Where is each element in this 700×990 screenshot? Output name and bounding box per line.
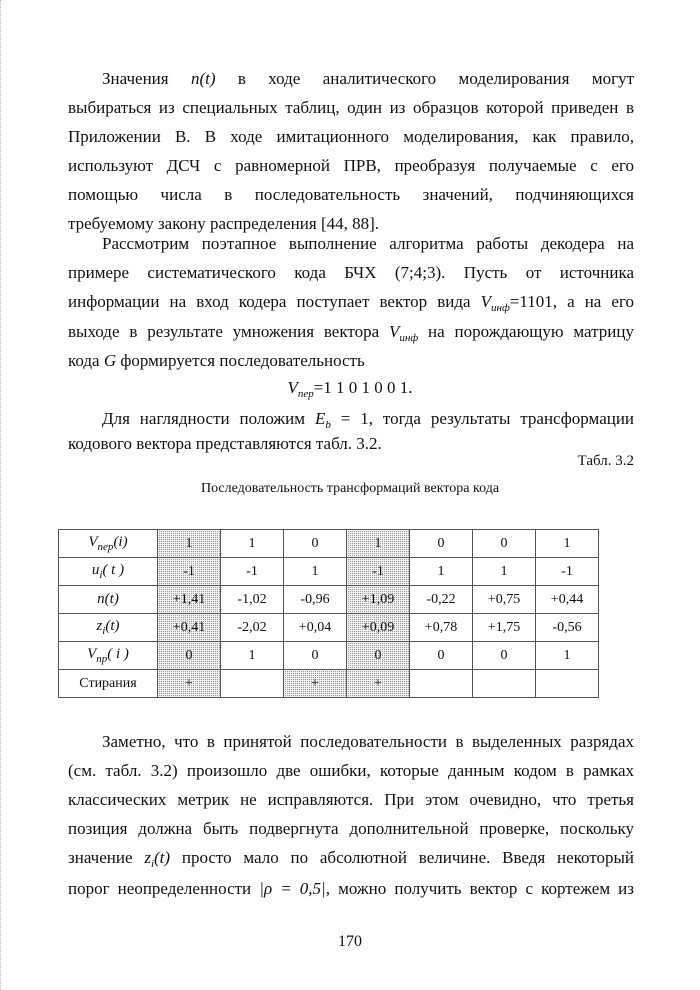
table-cell: +1,09 xyxy=(347,586,410,614)
para4-line2: (см. табл. 3.2) произошло две ошибки, которые данным кодом в рамках xyxy=(68,761,634,780)
v-inf-symbol: $V_{инф}$ xyxy=(480,292,510,314)
para2-line3: информации на вход кодера поступает вектор вида $V_{инф}=1101$, а на его xyxy=(68,292,635,314)
v-inf-symbol-2: $V_{инф}$ xyxy=(388,322,419,344)
table-cell: 0 xyxy=(473,530,536,558)
table-cell: -1 xyxy=(221,558,284,586)
table-cell: +0,44 xyxy=(536,586,599,614)
table-cell: -1,02 xyxy=(221,586,284,614)
table-row xyxy=(59,614,599,642)
table-cell: +1,75 xyxy=(473,614,536,642)
eb-symbol: $E_b$ xyxy=(314,409,331,431)
table-cell: 0 xyxy=(347,642,410,670)
para1-line6: требуемому закону распределения [44, 88]. xyxy=(68,214,380,233)
para4-line5: значение $z_i(t)$ просто мало по абсолютной величине. Введя некоторый xyxy=(68,848,635,870)
table-cell: 1 xyxy=(284,558,347,586)
transform-table xyxy=(58,529,599,698)
table-cell: 0 xyxy=(410,530,473,558)
table-cell: 1 xyxy=(410,558,473,586)
table-cell: +0,78 xyxy=(410,614,473,642)
table-cell: + xyxy=(347,670,410,698)
table-cell: -1 xyxy=(536,558,599,586)
formula-v-per: $V_{пер}=1$ 1 0 1 0 0 1. xyxy=(287,378,413,400)
para1-line2: выбираться из специальных таблиц, один из образцов которой приведен в xyxy=(68,98,634,117)
row-header-n: n(t) xyxy=(59,586,158,614)
table-row xyxy=(59,586,599,614)
table-cell xyxy=(410,670,473,698)
table-cell: 1 xyxy=(221,642,284,670)
table-cell: 0 xyxy=(284,642,347,670)
table-cell xyxy=(221,670,284,698)
para4-line3: классических метрик не исправляются. При этом очевидно, что третья xyxy=(68,790,634,809)
table-cell xyxy=(536,670,599,698)
para3-line2: кодового вектора представляются табл. 3.2. xyxy=(68,434,382,453)
table-cell: -0,56 xyxy=(536,614,599,642)
row-header-v-pr: $V_{пр}$( i ) xyxy=(59,642,158,670)
table-caption: Последовательность трансформаций вектора кода xyxy=(200,481,500,496)
para2-line5: кода G формируется последовательность xyxy=(68,351,365,370)
table-cell: 1 xyxy=(221,530,284,558)
para2-line1: Рассмотрим поэтапное выполнение алгоритма работы декодера на xyxy=(102,234,634,253)
table-row xyxy=(59,670,599,698)
table-cell: 1 xyxy=(536,530,599,558)
row-header-u: $u_i$( t ) xyxy=(59,558,158,586)
row-header-v-per: $V_{пер}(i)$ xyxy=(59,530,158,558)
table-cell: 0 xyxy=(284,530,347,558)
para2-line2: примере систематического кода БЧХ (7;4;3). Пусть от источника xyxy=(68,263,634,282)
page-number: 170 xyxy=(338,933,362,950)
table-cell: 0 xyxy=(410,642,473,670)
table-label: Табл. 3.2 xyxy=(577,453,634,469)
table-cell: 1 xyxy=(347,530,410,558)
table-cell: -1 xyxy=(347,558,410,586)
table-cell: + xyxy=(284,670,347,698)
para1-line1: Значения n(t) в ходе аналитического моделирования могут xyxy=(102,69,634,88)
rho-threshold: |ρ = 0,5|, xyxy=(259,879,330,898)
table-cell: 1 xyxy=(158,530,221,558)
row-header-erasures: Стирания xyxy=(59,670,158,698)
table-row xyxy=(59,558,599,586)
para4-line6: порог неопределенности |ρ = 0,5|, можно получить вектор с кортежем из xyxy=(68,879,634,898)
table-cell: 1 xyxy=(473,558,536,586)
z-i-symbol: $z_i(t)$ xyxy=(144,848,171,870)
para1-line5: помощью числа в последовательность значений, подчиняющихся xyxy=(68,185,634,204)
row-header-z: $z_i(t)$ xyxy=(59,614,158,642)
table-cell: -0,96 xyxy=(284,586,347,614)
para1-line4: используют ДСЧ с равномерной ПРВ, преобразуя получаемые с его xyxy=(68,156,634,175)
table-row xyxy=(59,530,599,558)
table-cell xyxy=(473,670,536,698)
table-cell: 0 xyxy=(158,642,221,670)
para4-line1: Заметно, что в принятой последовательности в выделенных разрядах xyxy=(102,732,634,751)
para4-line4: позиция должна быть подвергнута дополнительной проверке, поскольку xyxy=(68,819,634,838)
table-row xyxy=(59,642,599,670)
table-cell: -0,22 xyxy=(410,586,473,614)
para1-line3: Приложении В. В ходе имитационного моделирования, как правило, xyxy=(68,127,634,146)
var-n-t: n(t) xyxy=(190,69,216,88)
table-cell: +0,04 xyxy=(284,614,347,642)
table-cell: 1 xyxy=(536,642,599,670)
table-cell: +0,75 xyxy=(473,586,536,614)
table-cell: -2,02 xyxy=(221,614,284,642)
table-cell: +1,41 xyxy=(158,586,221,614)
table-cell: +0,41 xyxy=(158,614,221,642)
table-cell: -1 xyxy=(158,558,221,586)
para2-line4: выходе в результате умножения вектора $V_{инф}$ на порождающую матрицу xyxy=(68,322,634,344)
table-cell: 0 xyxy=(473,642,536,670)
table-cell: +0,09 xyxy=(347,614,410,642)
table-cell: + xyxy=(158,670,221,698)
para3-line1: Для наглядности положим $E_b = 1$, тогда результаты трансформации xyxy=(102,409,635,431)
